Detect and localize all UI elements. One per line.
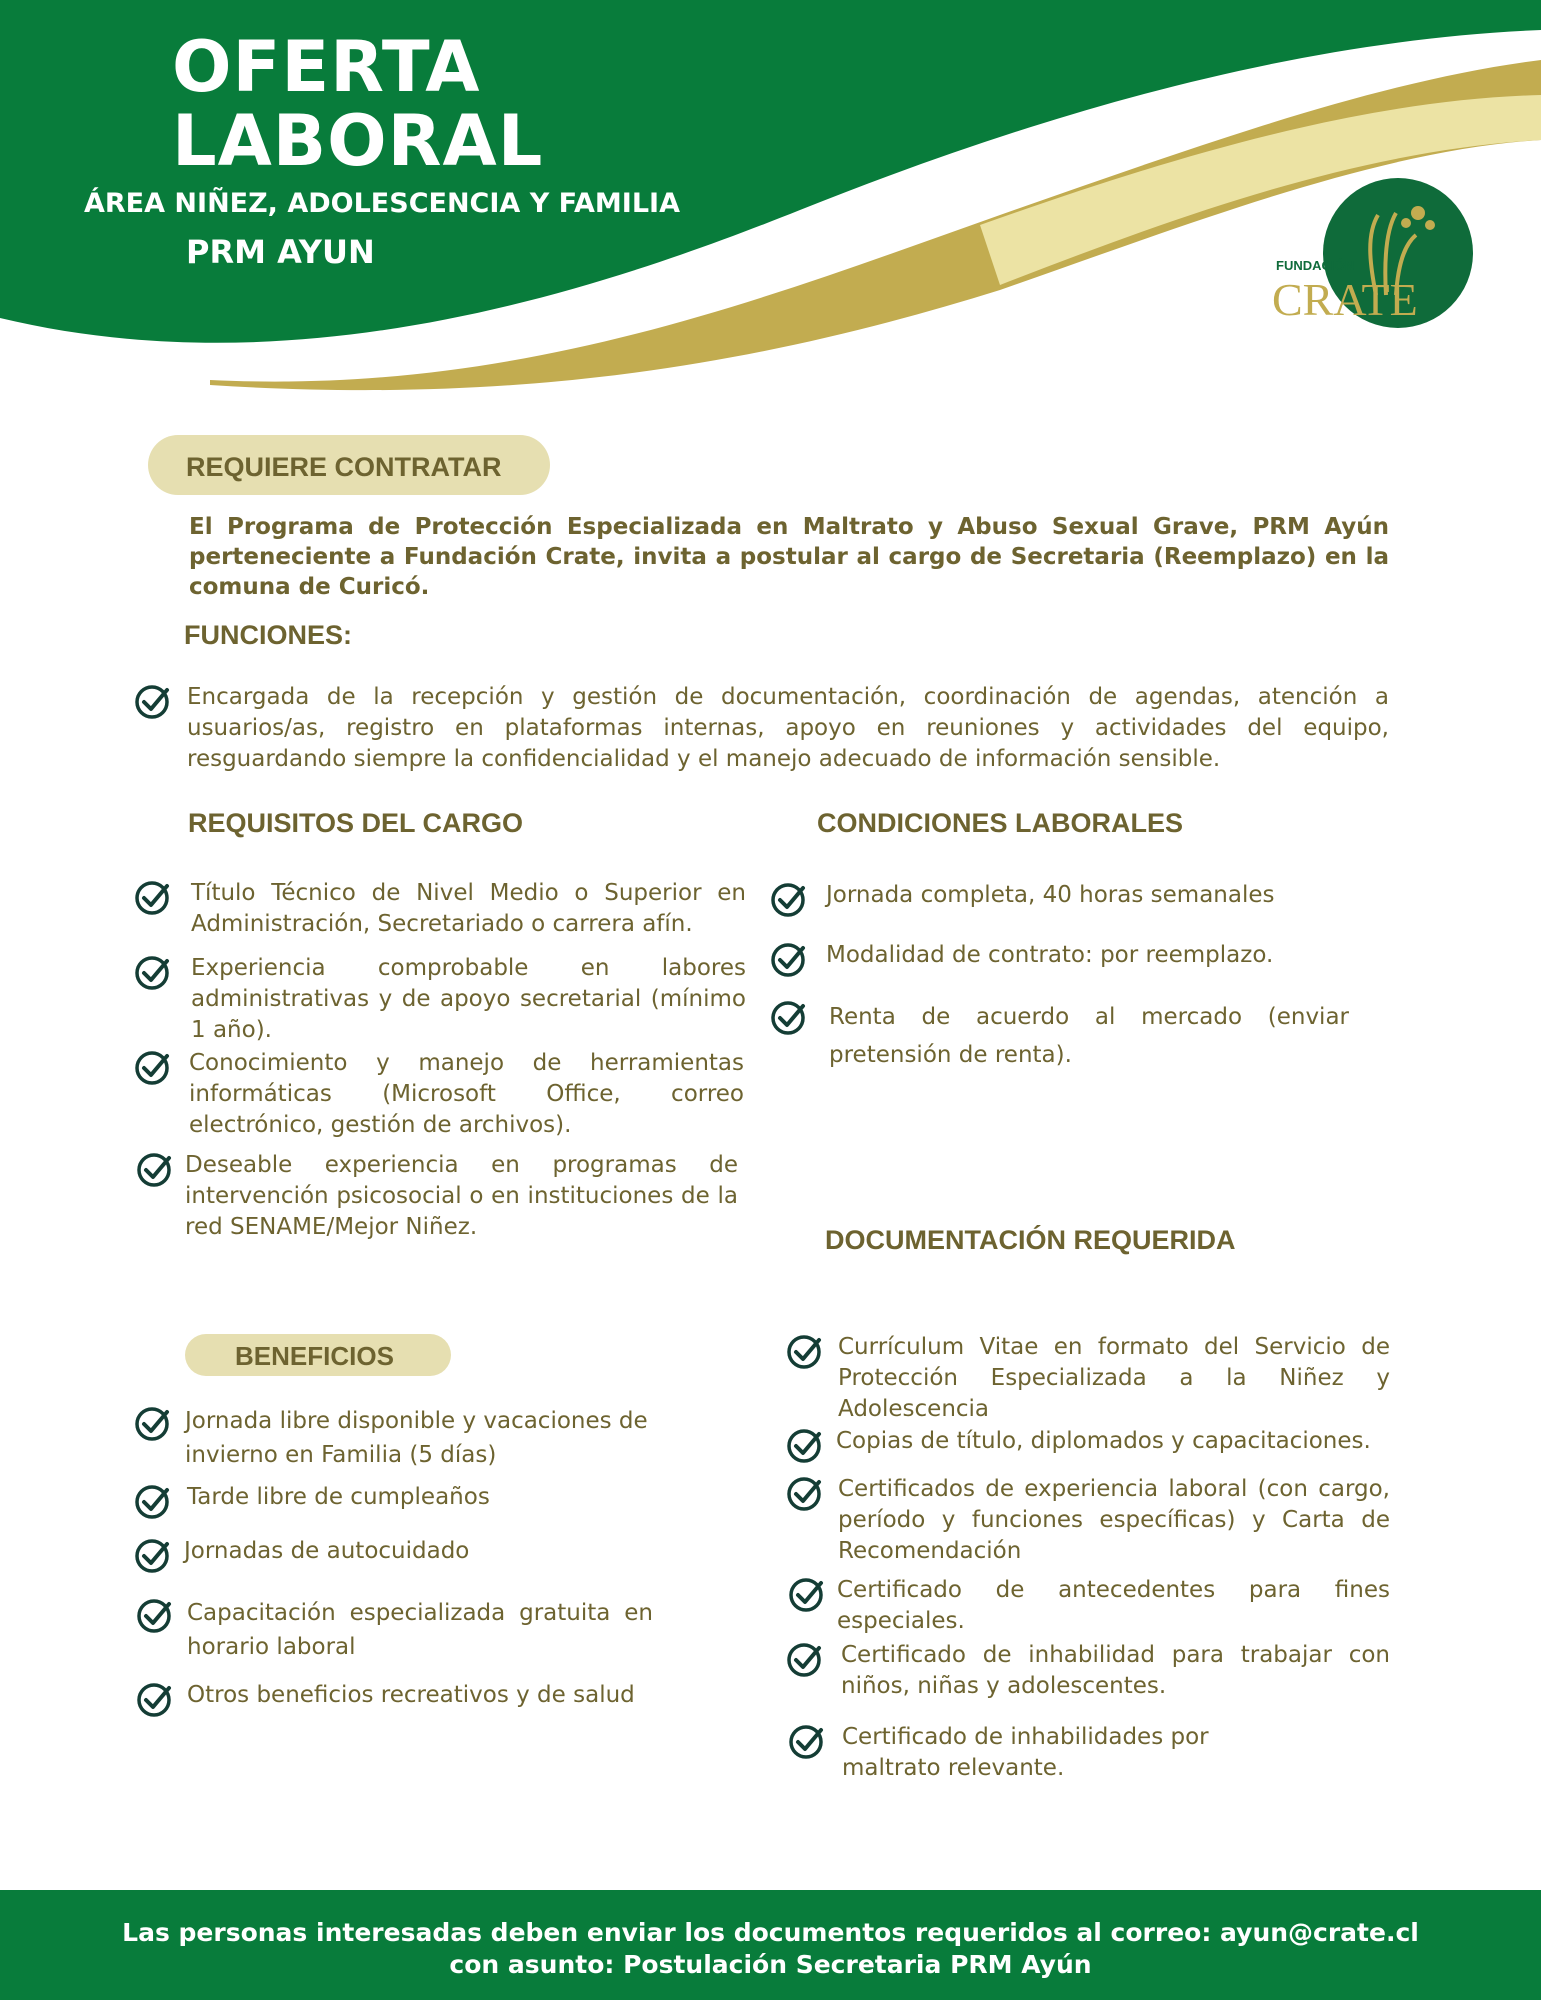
footer-line-2: con asunto: Postulación Secretaria PRM Ayún [449,1950,1092,1979]
fundacion-crate-logo [1258,175,1473,335]
item-text: Experiencia comprobable en labores administrativas y de apoyo secretarial (mínimo 1 año). [191,955,746,1043]
page-title [172,26,544,182]
check-circle-icon [786,1426,824,1464]
item-text: Jornada libre disponible y vacaciones de invierno en Familia (5 días) [185,1408,648,1468]
check-circle-icon [770,940,808,978]
requiere-contratar-label: REQUIERE CONTRATAR [148,435,550,495]
footer-bar [0,1890,1541,2000]
item-text: Certificado de inhabilidad para trabajar con niños, niñas y adolescentes. [841,1642,1390,1699]
check-circle-icon [788,1575,826,1613]
item-text: Título Técnico de Nivel Medio o Superior en Administración, Secretariado o carrera afín. [191,880,746,937]
item-text: Renta de acuerdo al mercado (enviar pretensión de renta). [829,1004,1349,1068]
check-circle-icon [134,878,172,916]
funciones-heading: FUNCIONES: [184,620,352,650]
item-text: Capacitación especializada gratuita en horario laboral [187,1600,653,1660]
svg-text:CRATE: CRATE [1272,274,1418,325]
check-circle-icon [134,1482,172,1520]
item-text: Certificado de inhabilidades por maltrato relevante. [842,1724,1209,1781]
check-circle-icon [770,998,808,1036]
check-circle-icon [786,1474,824,1512]
title-line-1: OFERTA [172,26,481,108]
item-text: Copias de título, diplomados y capacitaciones. [836,1428,1371,1454]
check-circle-icon [136,1596,174,1634]
item-text: Certificados de experiencia laboral (con cargo, período y funciones específicas) y Carta de Recomendación [838,1476,1390,1564]
check-circle-icon [770,880,808,918]
check-circle-icon [134,1048,172,1086]
requisitos-heading: REQUISITOS DEL CARGO [188,808,524,838]
footer-line-1: Las personas interesadas deben enviar los documentos requeridos al correo: ayun@crate.cl [122,1918,1419,1947]
beneficios-label: BENEFICIOS [185,1334,451,1376]
check-circle-icon [786,1332,824,1370]
check-circle-icon [134,682,172,720]
check-circle-icon [134,1536,172,1574]
title-line-2: LABORAL [172,100,544,182]
item-text: Modalidad de contrato: por reemplazo. [826,942,1274,968]
item-text: Deseable experiencia en programas de intervención psicosocial o en instituciones de la red SENAME/Mejor Niñez. [185,1152,738,1240]
intro-paragraph: El Programa de Protección Especializada en Maltrato y Abuso Sexual Grave, PRM Ayún perteneciente a Fundación Crate, invita a postular al cargo de Secretaria (Reemplazo) en la comuna de Curicó. [189,514,1389,600]
item-text: Otros beneficios recreativos y de salud [187,1682,635,1708]
check-circle-icon [136,1150,174,1188]
check-circle-icon [786,1640,824,1678]
area-subtitle: ÁREA NIÑEZ, ADOLESCENCIA Y FAMILIA [84,188,680,219]
item-text: Jornadas de autocuidado [184,1538,470,1564]
documentacion-heading: DOCUMENTACIÓN REQUERIDA [825,1225,1236,1255]
item-text: Tarde libre de cumpleaños [187,1484,490,1510]
svg-text:FUNDACIÓN: FUNDACIÓN [1276,258,1354,273]
item-text: Encargada de la recepción y gestión de documentación, coordinación de agendas, atención a usuarios/as, registro en plataformas internas, apoyo en reuniones y actividades del equipo, resguardando siempre la confidencialidad y el manejo adecuado de información sensible. [187,684,1389,772]
check-circle-icon [136,1680,174,1718]
item-text: Jornada completa, 40 horas semanales [826,882,1275,908]
check-circle-icon [134,953,172,991]
item-text: Conocimiento y manejo de herramientas informáticas (Microsoft Office, correo electrónico, gestión de archivos). [189,1050,744,1138]
check-circle-icon [134,1404,172,1442]
item-text: Currículum Vitae en formato del Servicio de Protección Especializada a la Niñez y Adolescencia [838,1334,1390,1422]
condiciones-heading: CONDICIONES LABORALES [817,808,1184,838]
item-text: Certificado de antecedentes para fines especiales. [837,1577,1390,1634]
program-subtitle: PRM AYUN [186,233,375,271]
check-circle-icon [788,1722,826,1760]
